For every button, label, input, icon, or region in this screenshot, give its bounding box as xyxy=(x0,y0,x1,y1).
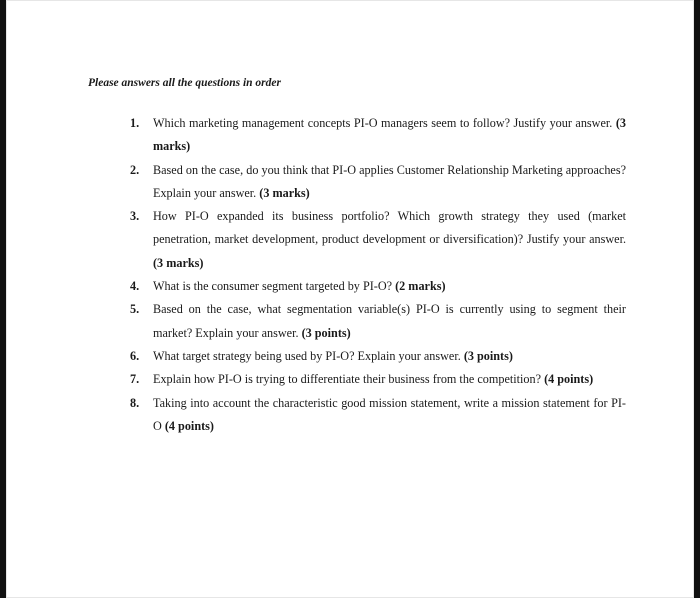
question-item xyxy=(124,345,626,368)
question-text xyxy=(153,392,626,439)
right-border xyxy=(694,0,700,598)
question-body: Based on the case, what segmentation variable(s) PI-O is currently using to segment their market? Explain your answer. xyxy=(153,302,626,340)
question-text xyxy=(153,205,626,275)
question-text xyxy=(153,159,626,206)
question-text xyxy=(153,298,626,345)
question-body: Explain how PI-O is trying to differentiate their business from the competition? xyxy=(153,372,545,387)
question-text xyxy=(153,112,626,159)
question-number: 3. xyxy=(130,209,140,224)
question-number: 8. xyxy=(130,395,140,410)
question-item xyxy=(124,159,626,206)
question-marks: (2 marks) xyxy=(395,279,446,294)
question-marks: (4 points) xyxy=(544,372,594,387)
question-body: What is the consumer segment targeted by PI-O? xyxy=(153,279,396,294)
question-number: 7. xyxy=(130,372,140,387)
document-page xyxy=(6,0,694,598)
question-text xyxy=(153,345,626,368)
question-number: 1. xyxy=(130,116,140,130)
question-marks: (3 marks) xyxy=(153,255,204,270)
question-item xyxy=(124,205,626,275)
question-item xyxy=(124,392,626,439)
question-number: 4. xyxy=(130,279,140,294)
question-body: How PI-O expanded its business portfolio? Which growth strategy they used (market penetration, market development, product development or diversification)? Justify your answer. xyxy=(153,209,626,247)
question-item xyxy=(124,368,626,391)
question-marks: (3 points) xyxy=(301,325,351,340)
question-number: 5. xyxy=(130,302,140,317)
question-text xyxy=(153,368,626,391)
question-item xyxy=(124,275,626,298)
question-item xyxy=(124,298,626,345)
question-marks: (4 points) xyxy=(164,418,214,433)
question-number: 6. xyxy=(130,348,140,363)
question-list xyxy=(124,112,626,438)
question-marks: (3 marks) xyxy=(153,116,626,154)
question-item xyxy=(124,112,626,159)
question-marks: (3 marks) xyxy=(259,185,310,200)
question-text xyxy=(153,275,626,298)
question-marks: (3 points) xyxy=(463,348,513,363)
question-body: What target strategy being used by PI-O? Explain your answer. xyxy=(153,348,464,363)
question-body: Based on the case, do you think that PI-O applies Customer Relationship Marketing approaches? Explain your answer. xyxy=(153,162,626,200)
question-body: Taking into account the characteristic good mission statement, write a mission statement for PI-O xyxy=(153,395,626,433)
instructions-heading: Please answers all the questions in order xyxy=(88,77,281,89)
question-body: Which marketing management concepts PI-O managers seem to follow? Justify your answer. xyxy=(153,116,616,130)
question-number: 2. xyxy=(130,162,140,177)
